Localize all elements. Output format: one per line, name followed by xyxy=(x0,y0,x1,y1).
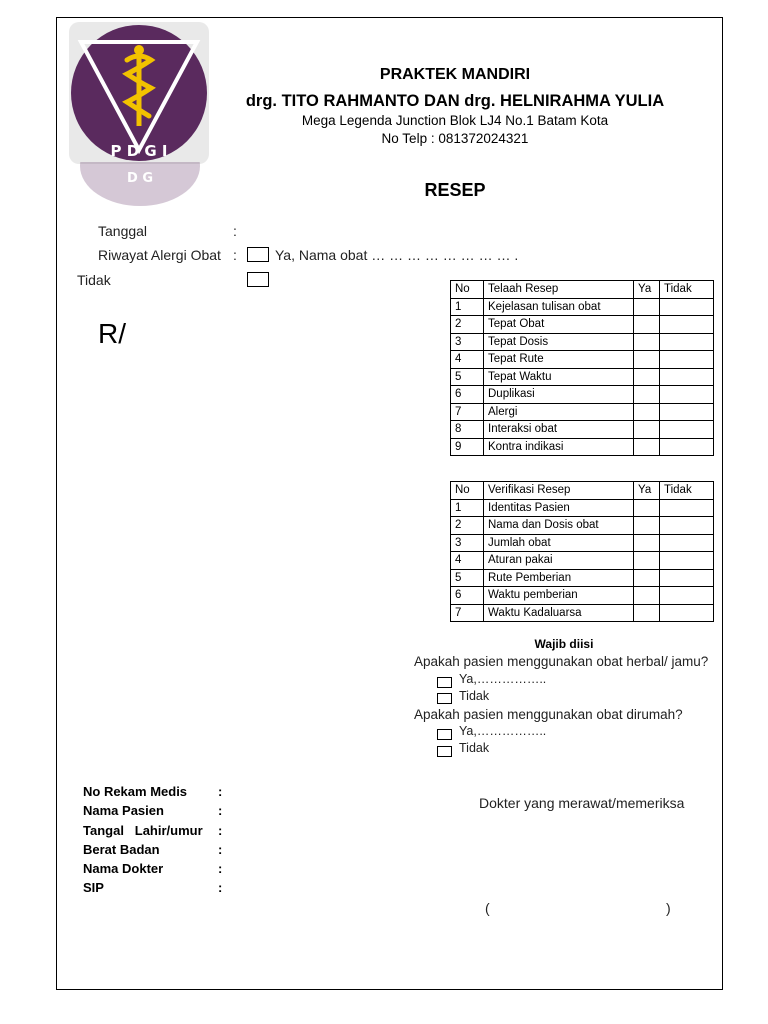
pdgi-emblem-icon xyxy=(69,22,209,164)
telaah-number-cell: 7 xyxy=(451,403,484,421)
document-title: RESEP xyxy=(424,180,486,200)
svg-text:D G: D G xyxy=(127,171,153,186)
verifikasi-ya-cell[interactable] xyxy=(634,517,660,535)
verifikasi-row xyxy=(451,534,714,552)
telaah-row xyxy=(451,333,714,351)
verifikasi-tidak-cell[interactable] xyxy=(660,552,714,570)
telaah-ya-cell[interactable] xyxy=(634,403,660,421)
telaah-row xyxy=(451,351,714,369)
telaah-number-cell: 4 xyxy=(451,351,484,369)
telaah-number-cell: 5 xyxy=(451,368,484,386)
alergi-tidak-label: Tidak xyxy=(77,272,111,288)
telaah-item-cell: Tepat Rute xyxy=(484,351,634,369)
verifikasi-resep-table xyxy=(450,481,714,622)
doctor-names: drg. TITO RAHMANTO DAN drg. HELNIRAHMA YULIA xyxy=(245,92,665,110)
verifikasi-header-cell: Tidak xyxy=(660,482,714,500)
verifikasi-number-cell: 2 xyxy=(451,517,484,535)
telaah-tidak-cell[interactable] xyxy=(660,316,714,334)
verifikasi-ya-cell[interactable] xyxy=(634,552,660,570)
verifikasi-tidak-cell[interactable] xyxy=(660,534,714,552)
verifikasi-header-row xyxy=(451,482,714,500)
practice-address: Mega Legenda Junction Blok LJ4 No.1 Batam Kota xyxy=(301,113,609,128)
verifikasi-item-cell: Rute Pemberian xyxy=(484,569,634,587)
herbal-ya-label: Ya,…………….. xyxy=(459,672,547,686)
logo-reflection xyxy=(76,162,204,208)
tanggal-lahir-label: Tangal Lahir/umur xyxy=(83,822,203,838)
wajib-title: Wajib diisi xyxy=(534,637,594,651)
telaah-item-cell: Tepat Dosis xyxy=(484,333,634,351)
telaah-tidak-cell[interactable] xyxy=(660,386,714,404)
verifikasi-number-cell: 3 xyxy=(451,534,484,552)
practice-name: PRAKTEK MANDIRI xyxy=(379,66,531,83)
alergi-tidak-checkbox[interactable] xyxy=(247,272,269,287)
herbal-ya-checkbox[interactable] xyxy=(437,677,452,688)
telaah-item-cell: Kejelasan tulisan obat xyxy=(484,298,634,316)
telaah-item-cell: Tepat Waktu xyxy=(484,368,634,386)
telaah-row xyxy=(451,386,714,404)
alergi-colon: : xyxy=(233,247,237,263)
signature-label: Dokter yang merawat/memeriksa xyxy=(479,795,685,811)
sip-label: SIP xyxy=(83,880,104,896)
telaah-ya-cell[interactable] xyxy=(634,386,660,404)
signature-close-paren: ) xyxy=(666,900,671,916)
telaah-ya-cell[interactable] xyxy=(634,421,660,439)
tanggal-colon: : xyxy=(233,223,237,239)
verifikasi-ya-cell[interactable] xyxy=(634,569,660,587)
verifikasi-row xyxy=(451,517,714,535)
telaah-number-cell: 3 xyxy=(451,333,484,351)
verifikasi-row xyxy=(451,604,714,622)
telaah-ya-cell[interactable] xyxy=(634,368,660,386)
verifikasi-row xyxy=(451,499,714,517)
home-ya-checkbox[interactable] xyxy=(437,729,452,740)
verifikasi-row xyxy=(451,569,714,587)
practice-phone: No Telp : 081372024321 xyxy=(381,131,529,146)
telaah-ya-cell[interactable] xyxy=(634,316,660,334)
telaah-ya-cell[interactable] xyxy=(634,351,660,369)
verifikasi-header-cell: Verifikasi Resep xyxy=(484,482,634,500)
signature-open-paren: ( xyxy=(485,900,490,916)
telaah-row xyxy=(451,438,714,456)
verifikasi-item-cell: Waktu pemberian xyxy=(484,587,634,605)
home-tidak-label: Tidak xyxy=(459,741,490,755)
verifikasi-tidak-cell[interactable] xyxy=(660,499,714,517)
telaah-number-cell: 1 xyxy=(451,298,484,316)
verifikasi-item-cell: Nama dan Dosis obat xyxy=(484,517,634,535)
telaah-tidak-cell[interactable] xyxy=(660,403,714,421)
verifikasi-number-cell: 4 xyxy=(451,552,484,570)
verifikasi-tidak-cell[interactable] xyxy=(660,604,714,622)
herbal-tidak-checkbox[interactable] xyxy=(437,693,452,704)
berat-badan-label: Berat Badan xyxy=(83,841,160,857)
telaah-ya-cell[interactable] xyxy=(634,438,660,456)
verifikasi-ya-cell[interactable] xyxy=(634,534,660,552)
telaah-item-cell: Tepat Obat xyxy=(484,316,634,334)
verifikasi-ya-cell[interactable] xyxy=(634,604,660,622)
telaah-row xyxy=(451,298,714,316)
telaah-header-cell: No xyxy=(451,281,484,299)
telaah-tidak-cell[interactable] xyxy=(660,333,714,351)
telaah-resep-table xyxy=(450,280,714,456)
verifikasi-number-cell: 5 xyxy=(451,569,484,587)
home-tidak-checkbox[interactable] xyxy=(437,746,452,757)
verifikasi-item-cell: Jumlah obat xyxy=(484,534,634,552)
home-ya-label: Ya,…………….. xyxy=(459,724,547,738)
verifikasi-item-cell: Waktu Kadaluarsa xyxy=(484,604,634,622)
telaah-item-cell: Duplikasi xyxy=(484,386,634,404)
home-medication-question: Apakah pasien menggunakan obat dirumah? xyxy=(414,707,683,722)
telaah-row xyxy=(451,421,714,439)
verifikasi-row xyxy=(451,587,714,605)
telaah-number-cell: 8 xyxy=(451,421,484,439)
verifikasi-item-cell: Identitas Pasien xyxy=(484,499,634,517)
verifikasi-header-cell: No xyxy=(451,482,484,500)
rx-symbol: R/ xyxy=(98,318,126,349)
telaah-header-row xyxy=(451,281,714,299)
telaah-tidak-cell[interactable] xyxy=(660,368,714,386)
nama-dokter-label: Nama Dokter xyxy=(83,861,164,877)
nama-pasien-label: Nama Pasien xyxy=(83,803,164,819)
tanggal-label: Tanggal xyxy=(98,223,148,239)
verifikasi-number-cell: 6 xyxy=(451,587,484,605)
telaah-header-cell: Ya xyxy=(634,281,660,299)
telaah-row xyxy=(451,316,714,334)
verifikasi-ya-cell[interactable] xyxy=(634,587,660,605)
telaah-item-cell: Kontra indikasi xyxy=(484,438,634,456)
verifikasi-ya-cell[interactable] xyxy=(634,499,660,517)
telaah-tidak-cell[interactable] xyxy=(660,421,714,439)
telaah-header-cell: Telaah Resep xyxy=(484,281,634,299)
verifikasi-number-cell: 1 xyxy=(451,499,484,517)
no-rekam-medis-label: No Rekam Medis xyxy=(83,784,188,799)
telaah-item-cell: Alergi xyxy=(484,403,634,421)
patient-info: No Rekam Medis : Nama Pasien : Tangal Lahir/umur : Berat Badan : Nama Dokter : SIP : xyxy=(83,784,223,896)
telaah-tidak-cell[interactable] xyxy=(660,351,714,369)
verifikasi-item-cell: Aturan pakai xyxy=(484,552,634,570)
verifikasi-tidak-cell[interactable] xyxy=(660,587,714,605)
telaah-tidak-cell[interactable] xyxy=(660,438,714,456)
telaah-number-cell: 2 xyxy=(451,316,484,334)
verifikasi-tidak-cell[interactable] xyxy=(660,569,714,587)
verifikasi-number-cell: 7 xyxy=(451,604,484,622)
telaah-number-cell: 6 xyxy=(451,386,484,404)
telaah-item-cell: Interaksi obat xyxy=(484,421,634,439)
pdgi-logo xyxy=(69,22,209,164)
verifikasi-header-cell: Ya xyxy=(634,482,660,500)
telaah-number-cell: 9 xyxy=(451,438,484,456)
herbal-tidak-label: Tidak xyxy=(459,689,490,703)
herbal-question: Apakah pasien menggunakan obat herbal/ jamu? xyxy=(414,654,709,669)
telaah-row xyxy=(451,403,714,421)
alergi-label: Riwayat Alergi Obat xyxy=(98,247,221,263)
svg-text:P D G I: P D G I xyxy=(110,142,168,160)
telaah-header-cell: Tidak xyxy=(660,281,714,299)
alergi-ya-label: Ya, Nama obat … … … … … … … … . xyxy=(275,247,519,263)
verifikasi-row xyxy=(451,552,714,570)
telaah-ya-cell[interactable] xyxy=(634,333,660,351)
alergi-ya-checkbox[interactable] xyxy=(247,247,269,262)
verifikasi-tidak-cell[interactable] xyxy=(660,517,714,535)
telaah-ya-cell[interactable] xyxy=(634,298,660,316)
telaah-tidak-cell[interactable] xyxy=(660,298,714,316)
telaah-row xyxy=(451,368,714,386)
